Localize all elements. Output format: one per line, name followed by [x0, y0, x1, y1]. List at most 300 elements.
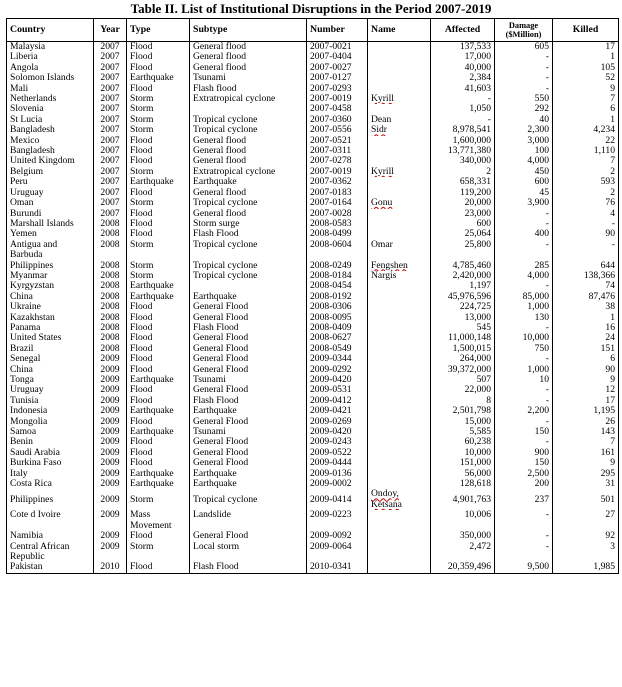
- cell-type: Flood: [127, 323, 190, 333]
- cell-killed: 22: [553, 136, 619, 146]
- table-row: [7, 281, 619, 291]
- cell-affected: 25,064: [431, 229, 495, 239]
- cell-affected: 600: [431, 219, 495, 229]
- cell-country: Tonga: [7, 375, 94, 385]
- cell-name: [368, 84, 431, 94]
- cell-number: 2008-0627: [307, 333, 368, 343]
- cell-name: [368, 333, 431, 343]
- table-row: [7, 344, 619, 354]
- cell-number: 2007-0027: [307, 63, 368, 73]
- cell-country: Mexico: [7, 136, 94, 146]
- cell-year: 2009: [94, 531, 127, 541]
- cell-number: 2007-0362: [307, 177, 368, 187]
- cell-year: 2009: [94, 354, 127, 364]
- cell-subtype: Earthquake: [190, 177, 307, 187]
- cell-name: [368, 177, 431, 187]
- cell-type: Storm: [127, 542, 190, 563]
- cell-subtype: Earthquake: [190, 406, 307, 416]
- cell-number: 2008-0454: [307, 281, 368, 291]
- cell-damage: 3,900: [495, 198, 553, 208]
- cell-type: Flood: [127, 458, 190, 468]
- cell-killed: 31: [553, 479, 619, 489]
- table-row: [7, 115, 619, 125]
- cell-subtype: Flash Flood: [190, 323, 307, 333]
- table-row: [7, 240, 619, 261]
- cell-killed: 17: [553, 42, 619, 53]
- col-header-type: Type: [127, 19, 190, 42]
- cell-killed: 161: [553, 448, 619, 458]
- cell-subtype: Extratropical cyclone: [190, 94, 307, 104]
- cell-year: 2008: [94, 261, 127, 271]
- cell-year: 2009: [94, 365, 127, 375]
- cell-country: Slovenia: [7, 104, 94, 114]
- table-row: [7, 42, 619, 53]
- cell-subtype: Tsunami: [190, 427, 307, 437]
- table-row: [7, 323, 619, 333]
- cell-country: Pakistan: [7, 562, 94, 573]
- cell-name: [368, 417, 431, 427]
- cell-type: Storm: [127, 198, 190, 208]
- cell-damage: -: [495, 84, 553, 94]
- cell-killed: 74: [553, 281, 619, 291]
- cell-name: [368, 52, 431, 62]
- cell-type: Flood: [127, 437, 190, 447]
- cell-country: Panama: [7, 323, 94, 333]
- cell-killed: 9: [553, 458, 619, 468]
- cell-name: [368, 104, 431, 114]
- cell-name: [368, 209, 431, 219]
- cell-type: Flood: [127, 136, 190, 146]
- cell-year: 2007: [94, 115, 127, 125]
- cell-damage: 750: [495, 344, 553, 354]
- cell-year: 2008: [94, 229, 127, 239]
- cell-affected: 20,359,496: [431, 562, 495, 573]
- cell-name: [368, 292, 431, 302]
- cell-type: Earthquake: [127, 479, 190, 489]
- cell-affected: 10,000: [431, 448, 495, 458]
- cell-country: Burundi: [7, 209, 94, 219]
- cell-subtype: Tropical cyclone: [190, 115, 307, 125]
- cell-damage: -: [495, 417, 553, 427]
- cell-damage: 285: [495, 261, 553, 271]
- table-row: [7, 84, 619, 94]
- cell-number: 2007-0556: [307, 125, 368, 135]
- cell-subtype: Flash Flood: [190, 396, 307, 406]
- cell-affected: 128,618: [431, 479, 495, 489]
- cell-type: Flood: [127, 562, 190, 573]
- cell-affected: 17,000: [431, 52, 495, 62]
- cell-affected: 350,000: [431, 531, 495, 541]
- cell-killed: 6: [553, 354, 619, 364]
- cell-number: 2007-0521: [307, 136, 368, 146]
- cell-killed: 4,234: [553, 125, 619, 135]
- table-row: [7, 125, 619, 135]
- cell-affected: 545: [431, 323, 495, 333]
- cell-number: 2007-0021: [307, 42, 368, 53]
- table-row: [7, 136, 619, 146]
- cell-country: Philippines: [7, 489, 94, 510]
- cell-type: Storm: [127, 489, 190, 510]
- cell-damage: -: [495, 531, 553, 541]
- cell-country: Indonesia: [7, 406, 94, 416]
- table-row: [7, 333, 619, 343]
- table-row: [7, 188, 619, 198]
- cell-killed: 26: [553, 417, 619, 427]
- cell-type: Flood: [127, 63, 190, 73]
- table-row: [7, 510, 619, 531]
- cell-subtype: General flood: [190, 188, 307, 198]
- cell-damage: 4,000: [495, 156, 553, 166]
- cell-affected: 23,000: [431, 209, 495, 219]
- cell-year: 2008: [94, 302, 127, 312]
- table-row: [7, 365, 619, 375]
- table-row: [7, 209, 619, 219]
- cell-type: Earthquake: [127, 406, 190, 416]
- cell-killed: 52: [553, 73, 619, 83]
- cell-year: 2009: [94, 396, 127, 406]
- cell-year: 2008: [94, 313, 127, 323]
- table-row: [7, 167, 619, 177]
- cell-number: 2008-0604: [307, 240, 368, 261]
- cell-country: United Kingdom: [7, 156, 94, 166]
- cell-type: Flood: [127, 531, 190, 541]
- cell-type: Earthquake: [127, 177, 190, 187]
- cell-country: Mongolia: [7, 417, 94, 427]
- cell-damage: 600: [495, 177, 553, 187]
- cell-year: 2008: [94, 344, 127, 354]
- cell-damage: 150: [495, 427, 553, 437]
- cell-number: 2009-0002: [307, 479, 368, 489]
- cell-country: Bangladesh: [7, 146, 94, 156]
- cell-type: Storm: [127, 261, 190, 271]
- cell-name: [368, 406, 431, 416]
- cell-country: Costa Rica: [7, 479, 94, 489]
- cell-number: 2009-0412: [307, 396, 368, 406]
- cell-year: 2007: [94, 188, 127, 198]
- table-row: [7, 542, 619, 563]
- cell-subtype: Tropical cyclone: [190, 489, 307, 510]
- cell-subtype: Flash flood: [190, 84, 307, 94]
- cell-year: 2008: [94, 333, 127, 343]
- cell-year: 2007: [94, 198, 127, 208]
- table-row: [7, 104, 619, 114]
- cell-subtype: General flood: [190, 136, 307, 146]
- cell-country: Central African Republic: [7, 542, 94, 563]
- cell-name: [368, 229, 431, 239]
- cell-number: 2009-0344: [307, 354, 368, 364]
- cell-killed: 1: [553, 313, 619, 323]
- cell-year: 2008: [94, 323, 127, 333]
- cell-name: [368, 385, 431, 395]
- cell-type: Earthquake: [127, 469, 190, 479]
- table-row: [7, 229, 619, 239]
- cell-type: Earthquake: [127, 281, 190, 291]
- cell-year: 2007: [94, 177, 127, 187]
- cell-affected: 25,800: [431, 240, 495, 261]
- cell-type: Flood: [127, 385, 190, 395]
- table-row: [7, 562, 619, 573]
- cell-country: China: [7, 365, 94, 375]
- cell-affected: 5,585: [431, 427, 495, 437]
- cell-subtype: General Flood: [190, 448, 307, 458]
- cell-affected: 1,050: [431, 104, 495, 114]
- cell-type: Flood: [127, 344, 190, 354]
- cell-type: Flood: [127, 156, 190, 166]
- table-title: Table II. List of Institutional Disruptions in the Period 2007-2019: [130, 1, 492, 16]
- cell-year: 2009: [94, 406, 127, 416]
- col-header-number: Number: [307, 19, 368, 42]
- cell-number: 2007-0278: [307, 156, 368, 166]
- table-row: [7, 479, 619, 489]
- cell-subtype: Tropical cyclone: [190, 271, 307, 281]
- cell-damage: 3,000: [495, 136, 553, 146]
- cell-name: [368, 302, 431, 312]
- cell-damage: 10,000: [495, 333, 553, 343]
- cell-number: 2008-0192: [307, 292, 368, 302]
- cell-name: [368, 396, 431, 406]
- table-row: [7, 302, 619, 312]
- cell-type: Storm: [127, 94, 190, 104]
- cell-killed: 4: [553, 209, 619, 219]
- cell-affected: 658,331: [431, 177, 495, 187]
- cell-year: 2007: [94, 146, 127, 156]
- cell-year: 2009: [94, 469, 127, 479]
- cell-name: [368, 542, 431, 563]
- cell-type: Mass Movement: [127, 510, 190, 531]
- cell-year: 2007: [94, 63, 127, 73]
- cell-killed: 2: [553, 188, 619, 198]
- cell-affected: 1,500,015: [431, 344, 495, 354]
- cell-damage: -: [495, 281, 553, 291]
- cell-number: 2009-0243: [307, 437, 368, 447]
- cell-killed: 24: [553, 333, 619, 343]
- cell-subtype: General Flood: [190, 437, 307, 447]
- cell-subtype: General Flood: [190, 354, 307, 364]
- cell-type: Flood: [127, 219, 190, 229]
- cell-subtype: General Flood: [190, 302, 307, 312]
- table-row: [7, 385, 619, 395]
- cell-number: 2009-0531: [307, 385, 368, 395]
- cell-number: 2008-0095: [307, 313, 368, 323]
- cell-country: Cote d Ivoire: [7, 510, 94, 531]
- cell-damage: -: [495, 510, 553, 531]
- cell-year: 2007: [94, 84, 127, 94]
- cell-name: [368, 437, 431, 447]
- cell-subtype: Tropical cyclone: [190, 240, 307, 261]
- cell-damage: 2,200: [495, 406, 553, 416]
- cell-affected: 2,384: [431, 73, 495, 83]
- cell-affected: 56,000: [431, 469, 495, 479]
- cell-damage: -: [495, 219, 553, 229]
- cell-number: 2007-0127: [307, 73, 368, 83]
- cell-country: Tunisia: [7, 396, 94, 406]
- cell-year: 2009: [94, 542, 127, 563]
- cell-country: Liberia: [7, 52, 94, 62]
- cell-name: Nargis: [368, 271, 431, 281]
- cell-subtype: General flood: [190, 146, 307, 156]
- cell-killed: 9: [553, 84, 619, 94]
- table-row: [7, 292, 619, 302]
- cell-killed: 12: [553, 385, 619, 395]
- cell-year: 2009: [94, 448, 127, 458]
- cell-name: [368, 146, 431, 156]
- cell-number: 2008-0499: [307, 229, 368, 239]
- cell-name: [368, 156, 431, 166]
- cell-killed: 16: [553, 323, 619, 333]
- cell-killed: 7: [553, 437, 619, 447]
- cell-affected: 2,501,798: [431, 406, 495, 416]
- cell-year: 2008: [94, 281, 127, 291]
- cell-killed: 1: [553, 115, 619, 125]
- cell-type: Flood: [127, 146, 190, 156]
- cell-subtype: Earthquake: [190, 292, 307, 302]
- table-row: [7, 375, 619, 385]
- cell-number: 2009-0421: [307, 406, 368, 416]
- table-row: [7, 469, 619, 479]
- cell-country: Brazil: [7, 344, 94, 354]
- cell-killed: 644: [553, 261, 619, 271]
- cell-name: [368, 469, 431, 479]
- cell-subtype: General flood: [190, 42, 307, 53]
- cell-number: 2009-0269: [307, 417, 368, 427]
- cell-subtype: General flood: [190, 156, 307, 166]
- cell-year: 2010: [94, 562, 127, 573]
- cell-damage: -: [495, 323, 553, 333]
- table-row: [7, 458, 619, 468]
- cell-number: 2007-0183: [307, 188, 368, 198]
- cell-affected: 119,200: [431, 188, 495, 198]
- cell-type: Flood: [127, 229, 190, 239]
- cell-number: 2009-0420: [307, 375, 368, 385]
- cell-type: Flood: [127, 354, 190, 364]
- cell-country: Uruguay: [7, 385, 94, 395]
- cell-subtype: Landslide: [190, 510, 307, 531]
- cell-subtype: Tropical cyclone: [190, 261, 307, 271]
- cell-subtype: [190, 104, 307, 114]
- cell-killed: 17: [553, 396, 619, 406]
- disruptions-table: [6, 18, 619, 574]
- cell-country: Malaysia: [7, 42, 94, 53]
- cell-country: Yemen: [7, 229, 94, 239]
- cell-country: Uruguay: [7, 188, 94, 198]
- cell-affected: 151,000: [431, 458, 495, 468]
- table-row: [7, 271, 619, 281]
- cell-type: Flood: [127, 448, 190, 458]
- cell-country: Senegal: [7, 354, 94, 364]
- cell-damage: 550: [495, 94, 553, 104]
- cell-killed: -: [553, 219, 619, 229]
- cell-country: Samoa: [7, 427, 94, 437]
- cell-number: 2009-0136: [307, 469, 368, 479]
- cell-number: 2007-0360: [307, 115, 368, 125]
- cell-affected: 41,603: [431, 84, 495, 94]
- cell-subtype: Flash Flood: [190, 562, 307, 573]
- cell-killed: 27: [553, 510, 619, 531]
- cell-name: [368, 63, 431, 73]
- cell-country: Italy: [7, 469, 94, 479]
- cell-affected: 2,472: [431, 542, 495, 563]
- cell-subtype: Local storm: [190, 542, 307, 563]
- cell-damage: 605: [495, 42, 553, 53]
- cell-affected: 507: [431, 375, 495, 385]
- cell-country: Kyrgyzstan: [7, 281, 94, 291]
- cell-subtype: General Flood: [190, 313, 307, 323]
- cell-year: 2009: [94, 385, 127, 395]
- col-header-killed: Killed: [553, 19, 619, 42]
- cell-type: Storm: [127, 104, 190, 114]
- cell-name: Ondoy, Ketsana: [368, 489, 431, 510]
- cell-killed: 9: [553, 375, 619, 385]
- cell-subtype: General Flood: [190, 344, 307, 354]
- cell-country: Peru: [7, 177, 94, 187]
- cell-affected: 8,978,541: [431, 125, 495, 135]
- col-header-damage: Damage ($Million): [495, 19, 553, 42]
- cell-killed: -: [553, 240, 619, 261]
- cell-killed: 501: [553, 489, 619, 510]
- cell-damage: 45: [495, 188, 553, 198]
- cell-name: [368, 375, 431, 385]
- cell-subtype: Storm surge: [190, 219, 307, 229]
- table-row: [7, 396, 619, 406]
- cell-subtype: Earthquake: [190, 469, 307, 479]
- cell-type: Flood: [127, 333, 190, 343]
- cell-type: Flood: [127, 302, 190, 312]
- table-row: [7, 94, 619, 104]
- cell-name: [368, 281, 431, 291]
- cell-year: 2008: [94, 292, 127, 302]
- cell-year: 2008: [94, 219, 127, 229]
- cell-name: [368, 354, 431, 364]
- cell-type: Storm: [127, 115, 190, 125]
- cell-country: St Lucia: [7, 115, 94, 125]
- table-header-row: [7, 19, 619, 42]
- cell-number: 2007-0164: [307, 198, 368, 208]
- cell-type: Earthquake: [127, 375, 190, 385]
- cell-killed: 92: [553, 531, 619, 541]
- cell-name: Fengshen: [368, 261, 431, 271]
- cell-type: Storm: [127, 167, 190, 177]
- cell-damage: 4,000: [495, 271, 553, 281]
- cell-affected: 2: [431, 167, 495, 177]
- cell-number: 2008-0306: [307, 302, 368, 312]
- cell-country: Bangladesh: [7, 125, 94, 135]
- cell-number: 2007-0293: [307, 84, 368, 94]
- table-row: [7, 489, 619, 510]
- table-row: [7, 437, 619, 447]
- cell-type: Flood: [127, 84, 190, 94]
- cell-killed: 105: [553, 63, 619, 73]
- cell-subtype: General Flood: [190, 385, 307, 395]
- cell-year: 2007: [94, 167, 127, 177]
- cell-damage: 9,500: [495, 562, 553, 573]
- cell-year: 2007: [94, 209, 127, 219]
- cell-country: Benin: [7, 437, 94, 447]
- cell-year: 2009: [94, 437, 127, 447]
- cell-number: 2009-0444: [307, 458, 368, 468]
- cell-number: 2009-0292: [307, 365, 368, 375]
- cell-affected: 20,000: [431, 198, 495, 208]
- cell-subtype: Earthquake: [190, 479, 307, 489]
- cell-killed: 151: [553, 344, 619, 354]
- cell-year: 2009: [94, 375, 127, 385]
- table-row: [7, 146, 619, 156]
- cell-damage: 150: [495, 458, 553, 468]
- col-header-year: Year: [94, 19, 127, 42]
- cell-name: [368, 479, 431, 489]
- cell-subtype: Flash Flood: [190, 229, 307, 239]
- cell-country: China: [7, 292, 94, 302]
- cell-number: 2007-0019: [307, 167, 368, 177]
